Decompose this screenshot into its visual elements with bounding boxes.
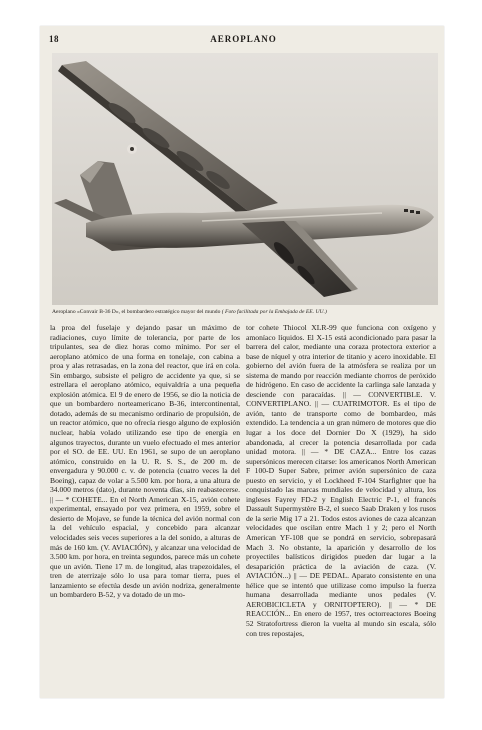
article-column-left: [50, 323, 240, 693]
page-title: AEROPLANO: [210, 34, 277, 44]
bomber-aircraft-image: [52, 53, 438, 305]
page-number: 18: [49, 34, 59, 44]
magazine-page: [40, 26, 444, 698]
caption-credit: ( Foto facilitada por la Embajada de EE. UU.): [221, 309, 327, 315]
article-text-left: la proa del fuselaje y dejando pasar un máximo de radiaciones, cuyo límite de tolerancia, por parte de los tripulantes, sea de diez horas como mínimo. Por ser el aeroplano atómico de una forma en tonelaje, con cabina a proa y alas retrasadas, en la zona del reactor, que irá en cola. Sin embargo, subsiste el peligro de accidente ya que, si se estrellara el aeroplano atómico, equivaldría a una pequeña explosión atómica. El 9 de enero de 1956, se dio la noticia de que un bombardero norteamericano B-36, intercontinental, dotado, además de su mecanismo ordinario de propulsión, de un reactor atómico, que no ofrecía riesgo alguno de explosión nuclear, había volado utilizando ese tipo de energía en algunos trayectos, durante un vuelo efectuado el mes anterior por el SO. de EE. UU. En 1961, se supo de un aeroplano atómico, construido en la U. R. S. S., de 200 m. de envergadura y 90.000 c. v. de potencia (cuatro veces la del Boeing), capaz de volar a 5.500 km. por hora, a una altura de 34.000 metros (dato), durante noventa días, sin reabastecerse. || — * COHETE... En el North American X-15, avión cohete experimental, ensayado por vez primera, en 1959, sobre el desierto de Mojave, se funde la técnica del avión normal con la del vehículo espacial, y concebido para alcanzar velocidades seis veces superiores a la del sonido, a alturas de más de 160 km. (V. AVIACIÓN), y alcanzar una velocidad de 3.500 km. por hora, en treinta segundos, parece más un cohete que un avión. Tiene 17 m. de longitud, alas trapezoidales, el tren de aterrizaje sólo lo usa para tomar tierra, pues el lanzamiento se efectúa desde un avión nodriza, generalmente un bombardero B-52, y va dotado de un mo-: [50, 323, 240, 600]
page-header: [49, 34, 438, 48]
bomber-photo: [52, 53, 438, 305]
photo-caption: [52, 309, 438, 316]
caption-main: Aeroplano «Convair B-36 D», el bombardero estratégico mayor del mundo: [52, 309, 221, 315]
article-text-right: tor cohete Thiocol XLR-99 que funciona con oxígeno y amoníaco líquidos. El X-15 está acondicionado para pasar la barrera del calor, mediante una coraza protectora exterior a base de níquel y otra interior de titanio y acero inoxidable. El gobierno del avión fuera de la atmósfera se realiza por un sistema de mando por reacción mediante chorros de peróxido de hidrógeno. En caso de accidente la carlinga sale lanzada y desciende con paracaídas. || — CONVERTIBLE. V. CONVERTIPLANO. || — CUATRIMOTOR. Es el tipo de avión, tanto de transporte como de bombardeo, más extendido. La tendencia a un gran número de motores que dio lugar a los doce del Dornier Do X (1929), ha sido abandonada, al crecer la potencia desarrollada por cada unidad motora. || — * DE CAZA... Entre los cazas supersónicos merecen citarse: los americanos North American F 100-D Super Sabre, primer avión supersónico de caza puesto en servicio, y el Lockheed F-104 Starfighter que ha conquistado las marcas mundiales de velocidad y altura, los ingleses Fayrey FD-2 y English Electric P-1, el francés Dassault Supermystère B-2, el sueco Saab Draken y los rusos de la serie Mig 17 a 21. Todos estos aviones de caza alcanzan velocidades que oscilan entre Mach 1 y 2; pero el North American YF-108 que se pondrá en servicio, sobrepasará Mach 3. No obstante, la aparición y desarrollo de los proyectiles balísticos dirigidos pueden dar lugar a la desaparición práctica de la aviación de caza. (V. AVIACIÓN...) || — DE PEDAL. Aparato consistente en una hélice que se intentó que utilizase como impulso la fuerza humana desarrollada mediante unos pedales (V. AEROBICICLETA y ORNITOPTERO). || — * DE REACCIÓN... En enero de 1957, tres octorreactores Boeing 52 Stratofortress dieron la vuelta al mundo sin escala, sólo con tres repostajes,: [246, 323, 436, 638]
article-column-right: [246, 323, 436, 693]
